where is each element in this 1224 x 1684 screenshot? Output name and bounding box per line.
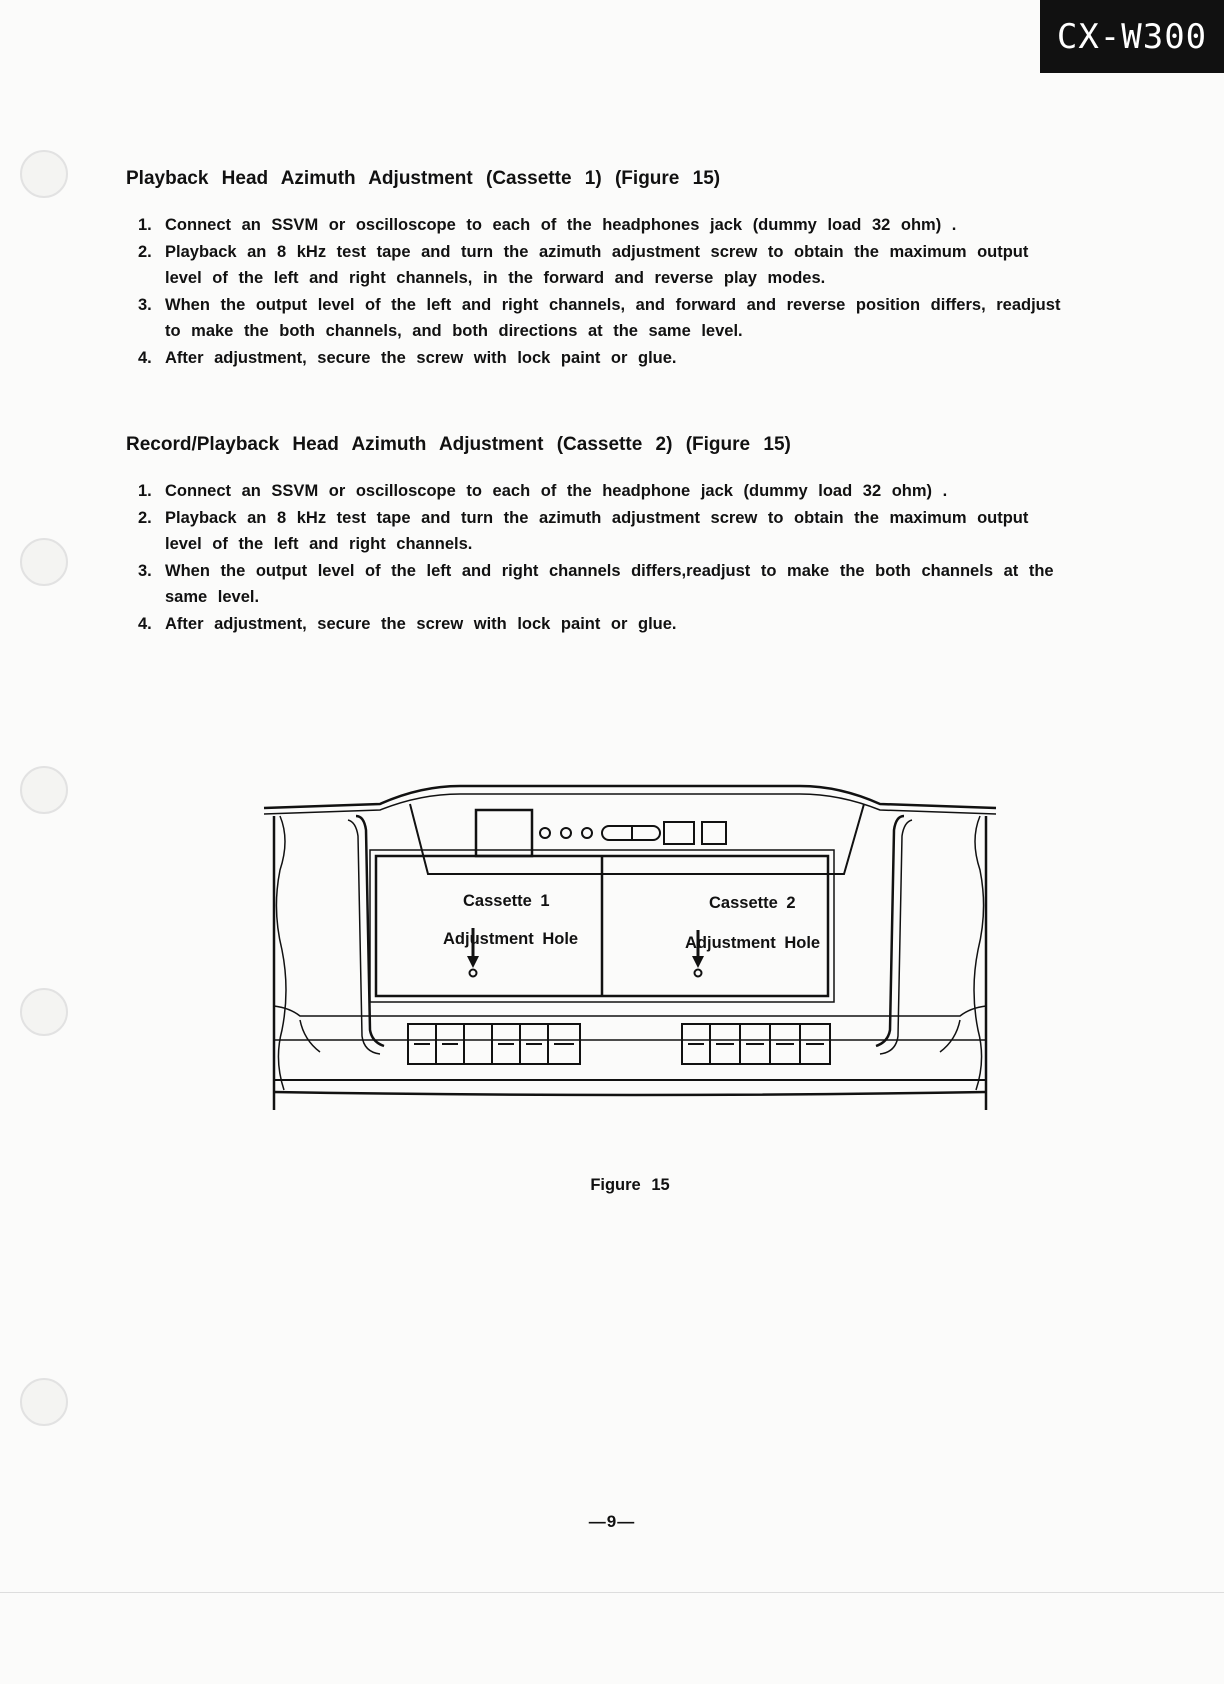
section-title: Record/Playback Head Azimuth Adjustment (Cassette 2) (Figure 15) xyxy=(126,434,791,455)
bottom-rule xyxy=(0,1592,1224,1593)
step-number: 2. xyxy=(138,508,152,527)
cassette-deck-drawing xyxy=(260,780,1000,1140)
deck-base-curve xyxy=(274,1006,986,1016)
model-badge: CX-W300 xyxy=(1040,0,1224,73)
list-item xyxy=(120,505,1070,558)
deck-bottom-curve xyxy=(274,1092,986,1095)
cassette1-label: Cassette 1 xyxy=(463,892,550,910)
right-speaker-frame-inner xyxy=(880,820,912,1054)
figure-caption: Figure 15 xyxy=(590,1176,670,1194)
cassette1-adjustment-hole-label: Adjustment Hole xyxy=(443,930,579,948)
step-number: 2. xyxy=(138,242,152,261)
step-number: 3. xyxy=(138,561,152,580)
list-item xyxy=(120,212,1070,239)
cassette2-label: Cassette 2 xyxy=(709,894,796,912)
step-text: After adjustment, secure the screw with lock paint or glue. xyxy=(165,614,677,633)
list-item xyxy=(120,558,1070,611)
punch-hole xyxy=(20,538,68,586)
indicator-dot xyxy=(540,828,550,838)
list-item xyxy=(120,292,1070,345)
deck-left-contour xyxy=(276,816,286,1090)
section-title: Playback Head Azimuth Adjustment (Cassette 1) (Figure 15) xyxy=(126,168,721,189)
cassette2-adjustment-hole-label: Adjustment Hole xyxy=(685,934,821,952)
punch-hole xyxy=(20,1378,68,1426)
steps-list xyxy=(120,212,1070,372)
deck-base-curve xyxy=(940,1020,960,1052)
section-playback-head-azimuth xyxy=(120,168,1070,372)
cassette1-transport-keys xyxy=(408,1024,580,1064)
panel-button xyxy=(702,822,726,844)
punch-hole xyxy=(20,766,68,814)
step-text: Connect an SSVM or oscilloscope to each of the headphones jack (dummy load 32 ohm) . xyxy=(165,216,957,234)
step-text: After adjustment, secure the screw with lock paint or glue. xyxy=(165,348,677,367)
display-window xyxy=(476,810,532,856)
list-item xyxy=(120,345,1070,372)
indicator-dot xyxy=(561,828,571,838)
deck-base-curve xyxy=(300,1020,320,1052)
section-record-playback-head-azimuth xyxy=(120,434,1070,638)
step-number: 4. xyxy=(138,348,152,367)
punch-hole xyxy=(20,150,68,198)
deck-top-outline xyxy=(264,786,996,808)
deck-right-contour xyxy=(974,816,984,1090)
cassette2-transport-keys xyxy=(682,1024,830,1064)
step-text: Playback an 8 kHz test tape and turn the azimuth adjustment screw to obtain the maximum output level of the left and right channels, in the forward and reverse play modes. xyxy=(165,242,1029,288)
step-number: 1. xyxy=(138,216,152,234)
list-item xyxy=(120,239,1070,292)
step-number: 4. xyxy=(138,614,152,633)
figure-15 xyxy=(260,780,1000,1194)
step-number: 1. xyxy=(138,482,152,500)
steps-list xyxy=(120,478,1070,638)
step-number: 3. xyxy=(138,295,152,314)
punch-hole xyxy=(20,988,68,1036)
step-text: When the output level of the left and right channels, and forward and reverse position differs, readjust to make the both channels, and both directions at the same level. xyxy=(165,295,1061,341)
step-text: When the output level of the left and right channels differs,readjust to make the both channels at the same level. xyxy=(165,561,1054,607)
step-text: Connect an SSVM or oscilloscope to each of the headphone jack (dummy load 32 ohm) . xyxy=(165,482,948,500)
indicator-dot xyxy=(582,828,592,838)
panel-button xyxy=(664,822,694,844)
list-item xyxy=(120,478,1070,505)
step-text: Playback an 8 kHz test tape and turn the azimuth adjustment screw to obtain the maximum output level of the left and right channels. xyxy=(165,508,1029,554)
page-number: —9— xyxy=(588,1512,636,1531)
list-item xyxy=(120,611,1070,638)
